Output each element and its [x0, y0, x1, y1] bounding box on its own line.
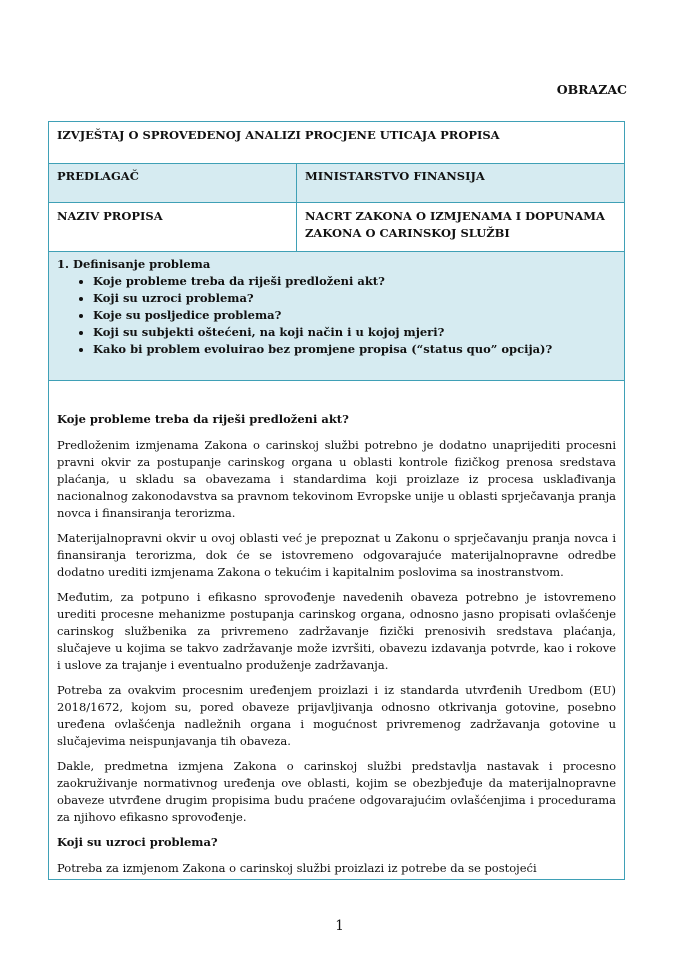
naziv-value — [297, 203, 625, 252]
body-heading: Koje probleme treba da riješi predloženi akt? — [57, 412, 349, 426]
page-number: 1 — [335, 918, 344, 934]
predlagac-row — [49, 164, 625, 203]
body-paragraph: Međutim, za potpuno i efikasno sprovođenje navedenih obaveza potrebno je istovremeno urediti procesne mehanizme postupanja carinskog organa, odnosno jasno propisati ovlašćenje carinskog službenika za privremeno zadržavanje fizički prenosivih sredstava plaćanja, slučajeve u kojima se takvo zadržavanje može izvršiti, obavezu izdavanja potvrde, kao i rokove i uslove za trajanje i eventualno produženje zadržavanja. — [57, 590, 617, 672]
spacer-row — [49, 381, 625, 404]
body-heading: Koji su uzroci problema? — [57, 835, 218, 849]
body-paragraph: Dakle, predmetna izmjena Zakona o carinskoj službi predstavlja nastavak i procesno zaokruživanje normativnog uređenja ove oblasti, kojim se obezbjeđuje da materijalnopravne obaveze utvrđene drugim propisima budu praćene odgovarajućim ovlašćenjima i procedurama za njihovo efikasno sprovođenje. — [57, 759, 617, 824]
section-title: 1. Definisanje problema — [57, 257, 211, 271]
naziv-label: NAZIV PROPISA — [49, 203, 297, 252]
predlagac-value: MINISTARSTVO FINANSIJA — [297, 164, 625, 203]
question-list — [57, 273, 616, 358]
body-paragraph: Materijalnopravni okvir u ovoj oblasti već je prepoznat u Zakonu o sprječavanju pranja novca i finansiranja terorizma, dok će se istovremeno odgovarajuće materijalnopravne odredbe dodatno urediti izmjenama Zakona o tekućim i kapitalnim poslovima sa inostranstvom. — [57, 531, 617, 579]
question-item: • Koji su subjekti oštećeni, na koji način i u kojoj mjeri? — [93, 324, 616, 341]
section-definition-row — [49, 252, 625, 381]
question-item: • Koji su uzroci problema? — [93, 290, 616, 307]
body-row — [49, 403, 625, 880]
report-title-row — [49, 122, 625, 164]
question-item: • Kako bi problem evoluirao bez promjene propisa (“status quo” opcija)? — [93, 341, 616, 358]
naziv-value-line1: NACRT ZAKONA O IZMJENAMA I DOPUNAMA — [305, 209, 605, 223]
report-form-table — [48, 121, 625, 880]
body-paragraph: Potreba za izmjenom Zakona o carinskoj službi proizlazi iz potrebe da se postojeći — [57, 861, 537, 875]
naziv-row — [49, 203, 625, 252]
question-item: • Koje probleme treba da riješi predloženi akt? — [93, 273, 616, 290]
predlagac-label: PREDLAGAČ — [49, 164, 297, 203]
form-label: OBRAZAC — [556, 82, 627, 97]
body-paragraph: Potreba za ovakvim procesnim uređenjem proizlazi i iz standarda utvrđenih Uredbom (EU) 2018/1672, kojom su, pored obaveze prijavljivanja odnosno otkrivanja gotovine, posebno uređena ovlašćenja nadležnih organa i mogućnost privremenog zadržavanja gotovine u slučajevima neispunjavanja tih obaveza. — [57, 683, 617, 748]
naziv-value-line2: ZAKONA O CARINSKOJ SLUŽBI — [305, 226, 510, 240]
question-item: • Koje su posljedice problema? — [93, 307, 616, 324]
report-title: IZVJEŠTAJ O SPROVEDENOJ ANALIZI PROCJENE UTICAJA PROPISA — [49, 122, 625, 164]
body-paragraph: Predloženim izmjenama Zakona o carinskoj službi potrebno je dodatno unaprijediti procesni pravni okvir za postupanje carinskog organa u oblasti kontrole fizičkog prenosa sredstava plaćanja, u skladu sa obavezama i standardima koji proizlaze iz procesa usklađivanja nacionalnog zakonodavstva sa pravnom tekovinom Evropske unije u oblasti sprječavanja pranja novca i finansiranja terorizma. — [57, 438, 617, 520]
body-content — [49, 403, 625, 880]
